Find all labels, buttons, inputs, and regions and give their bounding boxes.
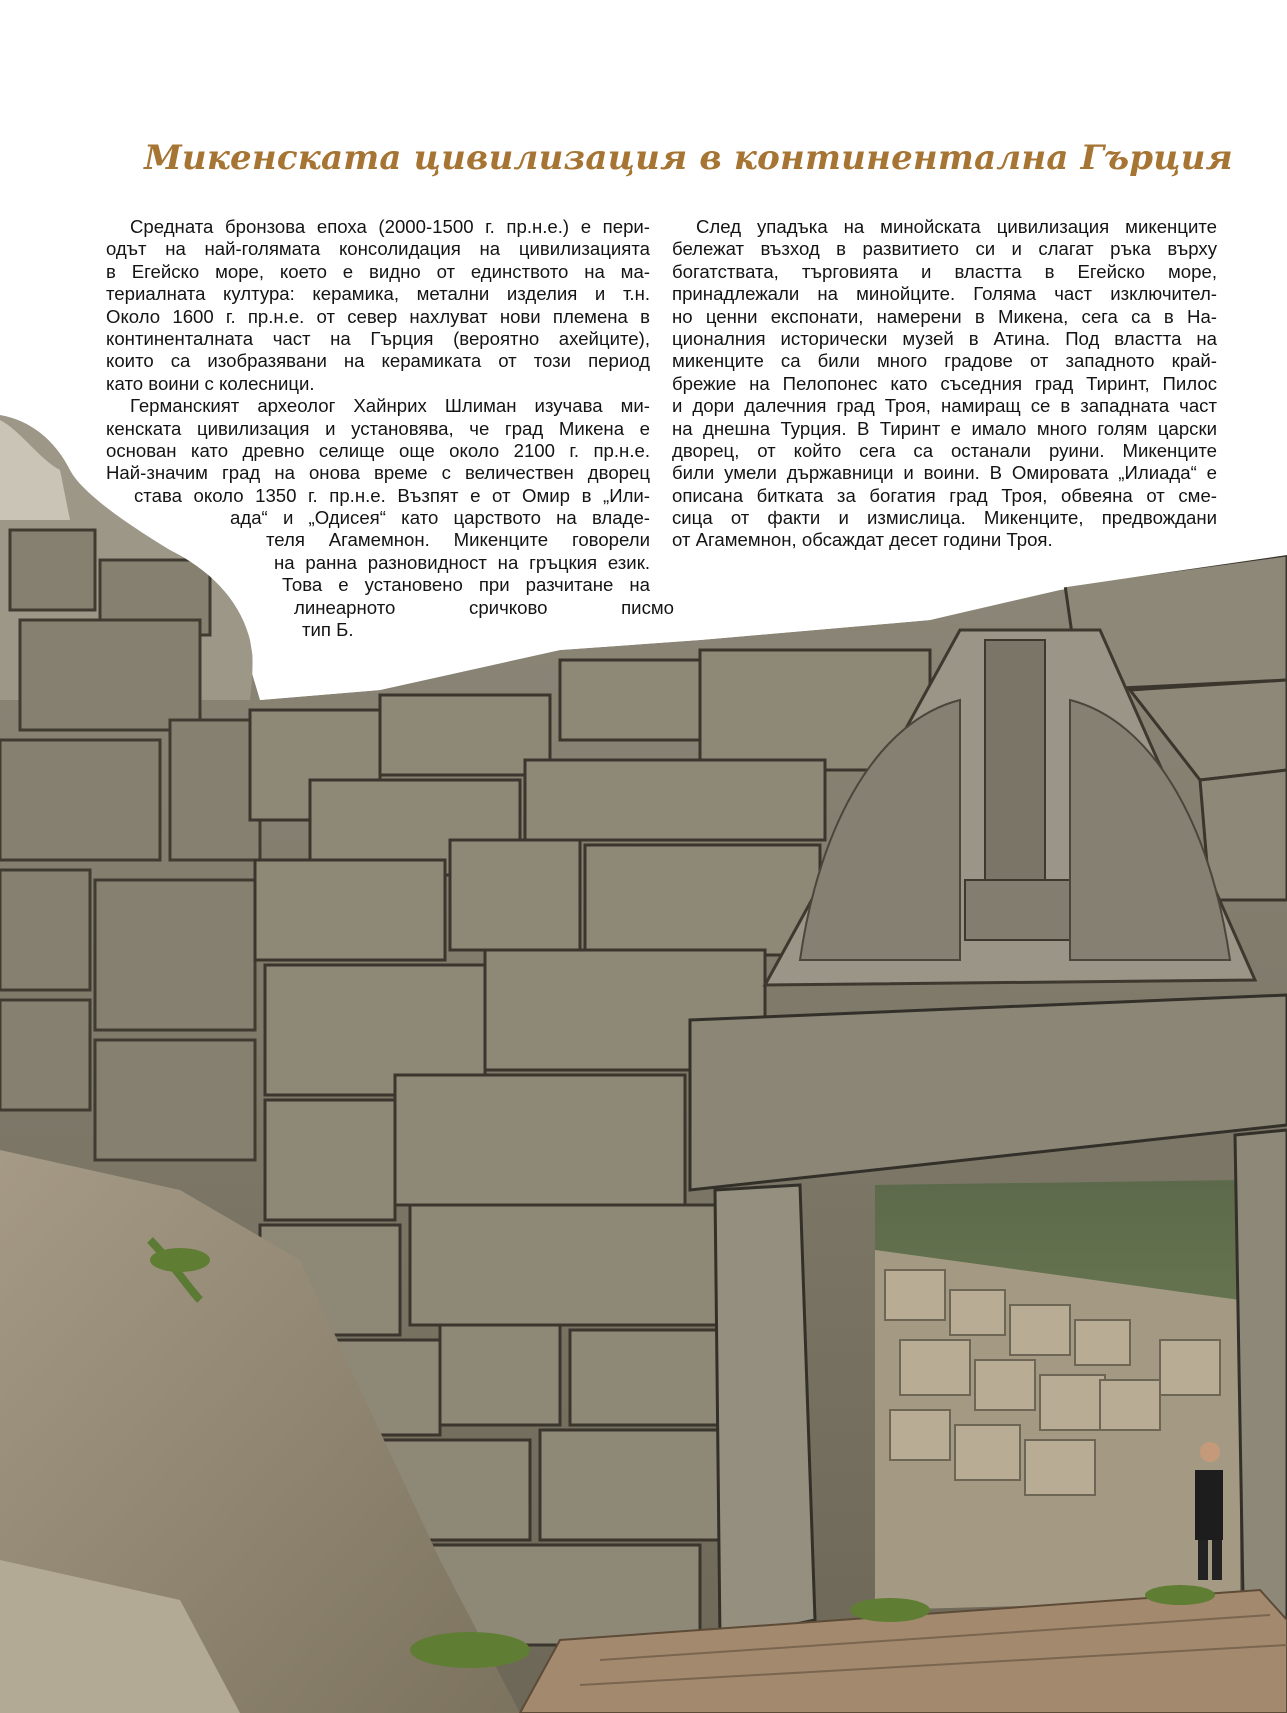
text-line: ада“ и „Одисея“ като царството на владе- [230, 507, 650, 529]
text-line: континенталната част на Гърция (вероятно ахейците), [106, 327, 650, 349]
text-line: дворец, от който сега са останали руини. Микенците [672, 439, 1217, 461]
text-line: става около 1350 г. пр.н.е. Възпят е от Омир в „Или- [134, 484, 650, 506]
text-line: линеарното сричково писмо [294, 596, 674, 618]
text-line: одът на най-голямата консолидация на цивилизацията [106, 238, 650, 260]
text-line: сица от факти и измислица. Микенците, предвождани [672, 507, 1217, 529]
text-line: от Агамемнон, обсаждат десет години Троя. [672, 529, 1053, 551]
text-line: Германският археолог Хайнрих Шлиман изучава ми- [130, 395, 650, 417]
text-line: бележат възход в развитието си и слагат ръка върху [672, 238, 1217, 260]
text-line: основан като древно селище още около 2100 г. пр.н.е. [106, 439, 650, 461]
text-line: брежие на Пелопонес като съседния град Тиринт, Пилос [672, 372, 1217, 394]
text-line: в Егейско море, което е видно от единството на ма- [106, 260, 650, 282]
text-line: териалната култура: керамика, метални изделия и т.н. [106, 283, 650, 305]
text-line: на днешна Турция. В Тиринт е имало много голям царски [672, 417, 1217, 439]
text-line: на ранна разновидност на гръцкия език. [274, 551, 650, 573]
text-line: които са изобразявани на керамиката от този период [106, 350, 650, 372]
text-line: но ценни експонати, намерени в Микена, сега са в На- [672, 305, 1217, 327]
left-column-text [106, 216, 674, 641]
text-line: кенската цивилизация и установява, че град Микена е [106, 417, 650, 439]
text-line: микенците са били много градове от западното край- [672, 350, 1217, 372]
page-title: Микенската цивилизация в континентална Гърция [144, 138, 1233, 178]
text-line: теля Агамемнон. Микенците говорели [266, 529, 650, 551]
text-line: Около 1600 г. пр.н.е. от север нахлуват нови племена в [106, 305, 650, 327]
right-column-text [672, 216, 1217, 552]
text-line: тип Б. [302, 619, 354, 641]
text-line: Средната бронзова епоха (2000-1500 г. пр.н.е.) е пери- [130, 216, 650, 237]
text-line: Това е установено при разчитане на [282, 574, 650, 596]
text-line: богатствата, търговията и властта в Егейско море, [672, 260, 1217, 282]
text-line: Най-значим град на онова време с величествен дворец [106, 462, 650, 484]
text-line: като воини с колесници. [106, 372, 315, 394]
text-line: След упадъка на минойската цивилизация микенците [696, 216, 1217, 237]
text-line: ционалния исторически музей в Атина. Под властта на [672, 327, 1217, 349]
text-line: описана битката за богатия град Троя, обвеяна от сме- [672, 484, 1217, 506]
text-line: и дори далечния град Троя, намиращ се в западната част [672, 395, 1217, 417]
text-line: били умели държавници и воини. В Омировата „Илиада“ е [672, 462, 1217, 484]
text-line: принадлежали на минойците. Голяма част изключител- [672, 283, 1217, 305]
